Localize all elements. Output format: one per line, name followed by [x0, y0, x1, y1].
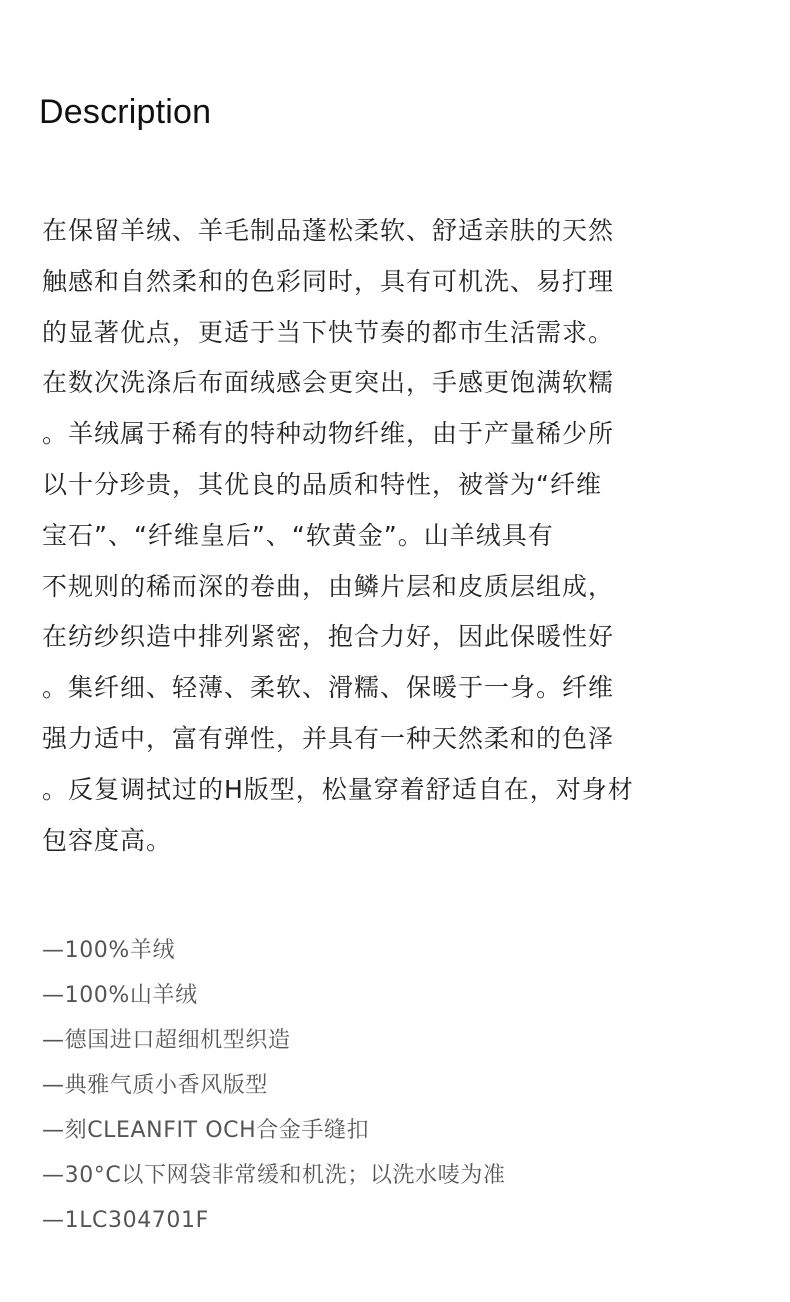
page-title: Description [39, 93, 212, 131]
description-line: 在纺纱织造中排列紧密，抱合力好，因此保暖性好 [42, 622, 615, 652]
description-line: 。反复调拭过的H版型，松量穿着舒适自在，对身材 [42, 774, 634, 804]
description-line: 。集纤细、轻薄、柔软、滑糯、保暖于一身。纤维 [42, 673, 615, 703]
description-line: 的显著优点，更适于当下快节奏的都市生活需求。 [42, 317, 615, 347]
description-line: 包容度高。 [42, 825, 173, 855]
description-line: 以十分珍贵，其优良的品质和特性，被誉为“纤维 [42, 469, 602, 499]
description-line: 。羊绒属于稀有的特种动物纤维，由于产量稀少所 [42, 419, 615, 449]
feature-item-buttons: —刻CLEANFIT OCH合金手缝扣 [42, 1118, 370, 1143]
description-line: 强力适中，富有弹性，并具有一种天然柔和的色泽 [42, 723, 615, 753]
description-line: 宝石”、“纤维皇后”、“软黄金”。山羊绒具有 [42, 520, 554, 550]
feature-item-weaving: —德国进口超细机型织造 [42, 1028, 291, 1053]
feature-item-care: —30°C以下网袋非常缓和机洗；以洗水唛为准 [42, 1163, 506, 1188]
description-paragraph [42, 206, 722, 866]
feature-item-material: —100%羊绒 [42, 938, 176, 963]
description-line: 触感和自然柔和的色彩同时，具有可机洗、易打理 [42, 266, 615, 296]
description-line: 在数次洗涤后布面绒感会更突出，手感更饱满软糯 [42, 368, 615, 398]
description-line: 不规则的稀而深的卷曲，由鳞片层和皮质层组成， [42, 571, 615, 601]
description-line: 在保留羊绒、羊毛制品蓬松柔软、舒适亲肤的天然 [42, 216, 615, 245]
feature-item-material-goat: —100%山羊绒 [42, 983, 198, 1008]
feature-list [42, 928, 506, 1243]
feature-item-style: —典雅气质小香风版型 [42, 1073, 269, 1098]
feature-item-sku: —1LC304701F [42, 1208, 209, 1233]
